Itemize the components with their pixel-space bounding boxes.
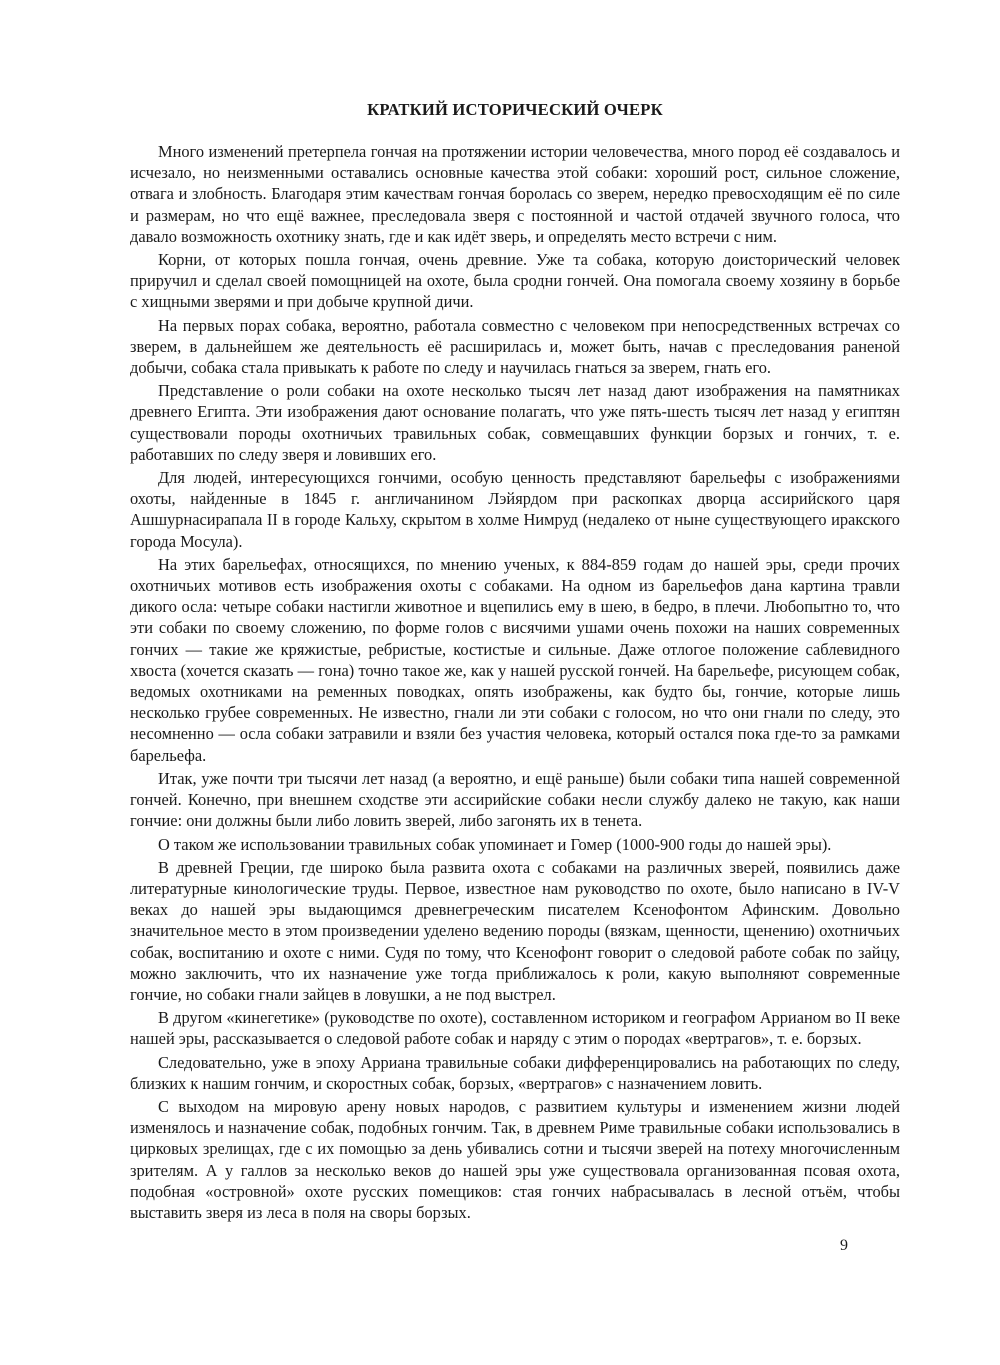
page-content bbox=[130, 98, 900, 1225]
paragraph: Представление о роли собаки на охоте несколько тысяч лет назад дают изображения на памятниках древнего Египта. Эти изображения дают основание полагать, что уже пять-шесть тысяч лет назад у египтян существовали породы охотничьих травильных собак, совмещавших функции борзых и гончих, т. е. работавших по следу зверя и ловивших его. bbox=[130, 381, 900, 464]
page-number: 9 bbox=[840, 1237, 848, 1254]
chapter-title: КРАТКИЙ ИСТОРИЧЕСКИЙ ОЧЕРК bbox=[367, 100, 663, 119]
paragraph: Корни, от которых пошла гончая, очень древние. Уже та собака, которую доисторический человек приручил и сделал своей помощницей на охоте, была сродни гончей. Она помогала своему хозяину в борьбе с хищными зверями и при добыче крупной дичи. bbox=[130, 250, 900, 312]
paragraph: Следовательно, уже в эпоху Арриана травильные собаки дифференцировались на работающих по следу, близких к нашим гончим, и скоростных собак, борзых, «вертрагов» с назначением ловить. bbox=[130, 1052, 900, 1093]
paragraph: В древней Греции, где широко была развита охота с собаками на различных зверей, появились даже литературные кинологические труды. Первое, известное нам руководство по охоте, было написано в IV-V веках до нашей эры выдающимся древнегреческим писателем Ксенофонтом Афинским. Довольно значительное место в этом произведении уделено ведению породы (вязкам, щенности, щенению) охотничьих собак, воспитанию и охоте с ними. Судя по тому, что Ксенофонт говорит о следовой работе собак по зайцу, можно заключить, что их назначение уже тогда приближалось к роли, какую выполняют современные гончие, но собаки гнали зайцев в ловушки, а не под выстрел. bbox=[130, 857, 900, 1004]
paragraph: Итак, уже почти три тысячи лет назад (а вероятно, и ещё раньше) были собаки типа нашей современной гончей. Конечно, при внешнем сходстве эти ассирийские собаки несли службу далеко не такую, как наши гончие: они должны были либо ловить зверей, либо загонять их в тенета. bbox=[130, 768, 900, 831]
paragraph: На первых порах собака, вероятно, работала совместно с человеком при непосредственных встречах со зверем, в дальнейшем же деятельность её расширилась и, может быть, начав с преследования раненой добычи, собака стала привыкать к работе по следу и научилась гнаться за зверем, гнать его. bbox=[130, 315, 900, 378]
paragraph: В другом «кинегетике» (руководстве по охоте), составленном историком и географом Аррианом во II веке нашей эры, рассказывается о следовой работе собак и наряду с этим о породах «вертрагов», т. е. борзых. bbox=[130, 1008, 900, 1049]
paragraph: Много изменений претерпела гончая на протяжении истории человечества, много пород её создавалось и исчезало, но неизменными оставались основные качества этой собаки: хороший рост, сильное сложение, отвага и злобность. Благодаря этим качествам гончая боролась со зверем, нередко превосходящим её по силе и размерам, но что ещё важнее, преследовала зверя с постоянной и частой отдачей звучного голоса, что давало возможность охотнику знать, где и как идёт зверь, и определять место встречи с ним. bbox=[130, 142, 900, 246]
paragraph: На этих барельефах, относящихся, по мнению ученых, к 884-859 годам до нашей эры, среди прочих охотничьих мотивов есть изображения охоты с собаками. На одном из барельефов дана картина травли дикого осла: четыре собаки настигли животное и вцепились ему в шею, в бедро, в плечи. Любопытно то, что эти собаки по своему сложению, по форме голов с висячими ушами очень похожи на наших современных гончих — такие же кряжистые, ребристые, костистые и сильные. Даже отлогое положение саблевидного хвоста (хочется сказать — гона) точно такое же, как у нашей русской гончей. На барельефе, рисующем собак, ведомых охотниками на ременных поводках, опять изображены, как будто бы, гончие, которые лишь несколько грубее современных. Не известно, гнали ли эти собаки с голосом, но что они гнали по следу, это несомненно — осла собаки затравили и взяли без участия человека, который остался пока где-то за рамками барельефа. bbox=[130, 554, 900, 765]
paragraph: О таком же использовании травильных собак упоминает и Гомер (1000-900 годы до нашей эры). bbox=[158, 834, 832, 854]
paragraph: С выходом на мировую арену новых народов, с развитием культуры и изменением жизни людей изменялось и назначение собак, подобных гончим. Так, в древнем Риме травильные собаки использовались в цирковых зрелищах, где с их помощью за день убивались сотни и тысячи зверей на потеху многочисленным зрителям. А у галлов за несколько веков до нашей эры уже существовала организованная псовая охота, подобная «островной» охоте русских помещиков: стая гончих набрасывалась в лесной отъём, чтобы выставить зверя из леса в поля на своры борзых. bbox=[130, 1096, 900, 1222]
paragraph: Для людей, интересующихся гончими, особую ценность представляют барельефы с изображениями охоты, найденные в 1845 г. англичанином Лэйярдом при раскопках дворца ассирийского царя Ашшурнасирапала II в городе Кальху, скрытом в холме Нимруд (недалеко от ныне существующего иракского города Мосула). bbox=[130, 468, 900, 551]
